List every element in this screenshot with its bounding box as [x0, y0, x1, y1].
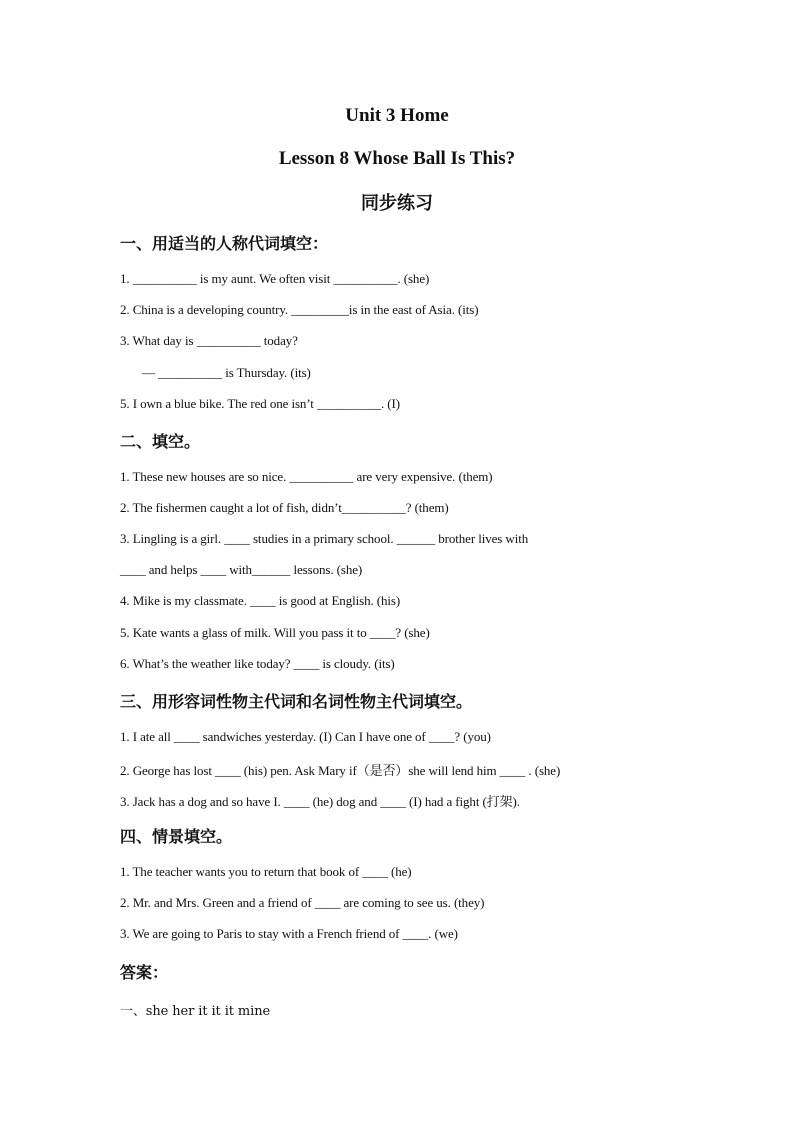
exercise-item: 2. China is a developing country. _________is in the east of Asia. (its) — [120, 302, 479, 317]
practice-title: 同步练习 — [361, 193, 433, 214]
exercise-item: 3. What day is __________ today? — [120, 333, 298, 348]
section-4-heading: 四、情景填空。 — [120, 827, 233, 846]
exercise-item: 1. __________ is my aunt. We often visit __________. (she) — [120, 271, 430, 286]
answers-heading: 答案： — [120, 963, 169, 982]
section-2-heading: 二、填空。 — [120, 432, 201, 451]
exercise-item: 6. What’s the weather like today? ____ is cloudy. (its) — [120, 656, 395, 671]
exercise-item: 5. Kate wants a glass of milk. Will you pass it to ____? (she) — [120, 625, 430, 640]
unit-title: Unit 3 Home — [345, 105, 449, 126]
exercise-item: ____ and helps ____ with______ lessons. (she) — [120, 562, 363, 577]
exercise-item: 3. Jack has a dog and so have I. ____ (he) dog and ____ (I) had a fight (打架). — [120, 794, 520, 809]
exercise-item: 5. I own a blue bike. The red one isn’t __________. (I) — [120, 396, 400, 411]
exercise-item: 1. I ate all ____ sandwiches yesterday. (I) Can I have one of ____? (you) — [120, 729, 491, 744]
exercise-item: 2. The fishermen caught a lot of fish, didn’t__________? (them) — [120, 500, 449, 515]
answer-line: 一、she her it it it mine — [120, 1004, 271, 1019]
lesson-title: Lesson 8 Whose Ball Is This? — [278, 148, 516, 169]
exercise-item: 1. These new houses are so nice. __________ are very expensive. (them) — [120, 469, 493, 484]
exercise-item: — __________ is Thursday. (its) — [142, 365, 311, 380]
exercise-item: 4. Mike is my classmate. ____ is good at English. (his) — [120, 593, 401, 608]
exercise-item: 3. We are going to Paris to stay with a French friend of ____. (we) — [120, 926, 458, 941]
exercise-item: 3. Lingling is a girl. ____ studies in a primary school. ______ brother lives with — [120, 531, 529, 546]
section-1-heading: 一、用适当的人称代词填空： — [120, 234, 329, 253]
exercise-item: 2. George has lost ____ (his) pen. Ask Mary if（是否）she will lend him ____ . (she) — [120, 763, 561, 778]
exercise-item: 2. Mr. and Mrs. Green and a friend of ____ are coming to see us. (they) — [120, 895, 485, 910]
section-3-heading: 三、用形容词性物主代词和名词性物主代词填空。 — [120, 692, 473, 711]
exercise-item: 1. The teacher wants you to return that book of ____ (he) — [120, 864, 412, 879]
